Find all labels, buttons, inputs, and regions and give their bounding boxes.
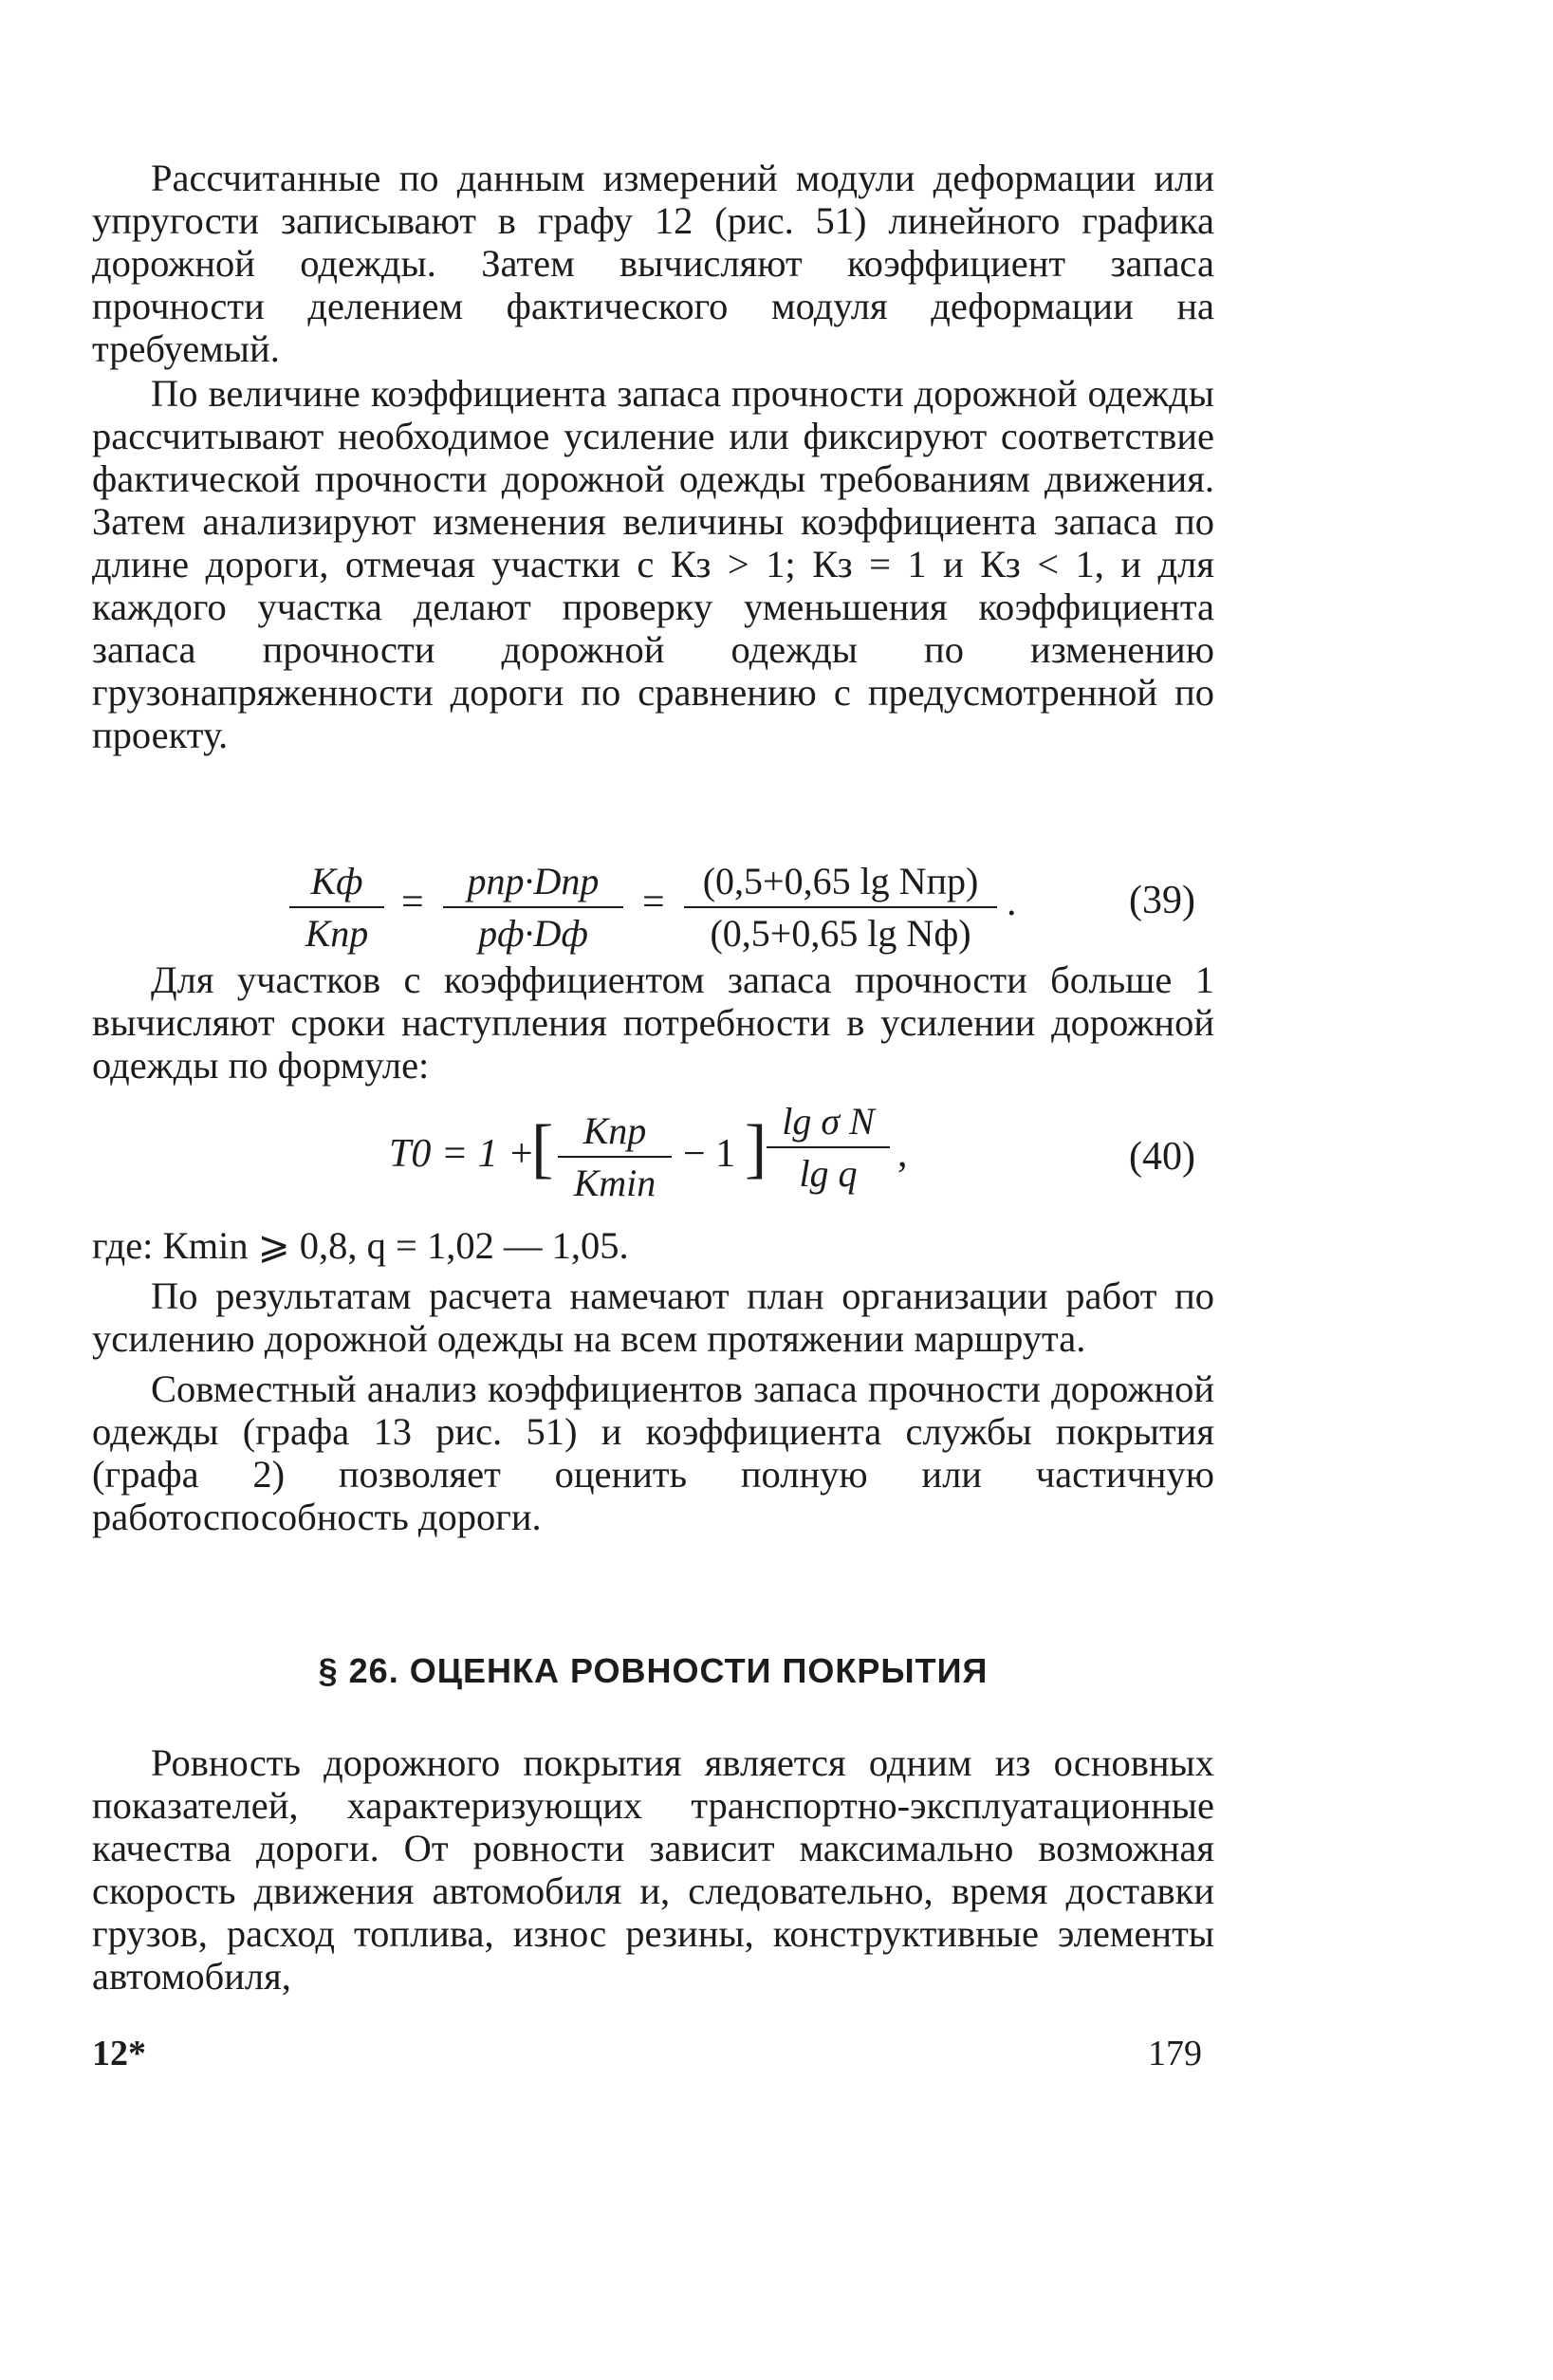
text-block-bottom [92,1741,1214,1998]
formula-40-outer-fraction [767,1099,890,1196]
formula-40-outer-numerator: lg σ N [782,1100,875,1143]
formula-39-pd-denominator: pф·Dф [478,912,588,955]
period: . [1007,881,1017,924]
paragraph-4: По результатам расчета намечают план организации работ по усилению дорожной одежды на всем протяжении маршрута. [92,1274,1214,1360]
formula-40-inner-fraction [558,1108,672,1205]
paragraph-3: Для участков с коэффициентом запаса прочности больше 1 вычисляют сроки наступления потребности в усилении дорожной одежды по формуле: [92,958,1214,1087]
formula-39-fraction-pd [443,859,623,956]
equation-number-40: (40) [1129,1135,1195,1179]
formula-40-outer-denominator: lg q [799,1152,858,1195]
equals-sign: = [642,881,665,924]
formula-40-minus-one: − 1 [683,1132,736,1176]
right-bracket: ] [745,1112,767,1185]
formula-39-pd-numerator: pпр·Dпр [467,860,600,902]
paragraph-6: Ровность дорожного покрытия является одним из основных показателей, характеризующих транспортно-эксплуатационные качества дороги. От ровности зависит максимально возможная скорость движения автомобиля и, следовательно, время доставки грузов, расход топлива, износ резины, конструктивные элементы автомобиля, [92,1741,1214,1998]
left-bracket: [ [531,1112,554,1185]
paragraph-5: Совместный анализ коэффициентов запаса прочности дорожной одежды (графа 13 рис. 51) и коэффициента службы покрытия (графа 2) позволяет оценить полную или частичную работоспособность дороги. [92,1367,1214,1538]
formula-39-fraction-k [289,859,384,956]
equals-sign: = [401,881,424,924]
signature-mark: 12* [92,2034,146,2073]
formula-39-lg-numerator: (0,5+0,65 lg Nпр) [702,860,979,902]
formula-39-k-denominator: Кпр [305,912,369,955]
formula-40-inner-numerator: Кпр [582,1109,647,1152]
paragraph-2: По величине коэффициента запаса прочности дорожной одежды рассчитывают необходимое усиление или фиксируют соответствие фактической прочности дорожной одежды требованиям движения. Затем анализируют изменения величины коэффициента запаса по длине дороги, отмечая участки с Кз > 1; Кз = 1 и Кз < 1, и для каждого участка делают проверку уменьшения коэффициента запаса прочности дорожной одежды по изменению грузонапряженности дороги по сравнению с предусмотренной по проекту. [92,372,1214,756]
text-block-middle [92,958,1214,1087]
text-block-top [92,157,1214,756]
comma: , [897,1132,908,1176]
page-number: 179 [1148,2034,1202,2073]
paragraph-1: Рассчитанные по данным измерений модули деформации или упругости записывают в графу 12 (рис. 51) линейного графика дорожной одежды. Затем вычисляют коэффициент запаса прочности делением фактического модуля деформации на требуемый. [92,157,1214,370]
section-heading: § 26. ОЦЕНКА РОВНОСТИ ПОКРЫТИЯ [318,1651,989,1690]
formula-conditions: где: Кmin ⩾ 0,8, q = 1,02 — 1,05. [92,1224,629,1267]
equation-number-39: (39) [1129,879,1195,922]
text-block-lower [92,1224,1214,1538]
formula-39-k-numerator: Кф [310,860,363,902]
formula-40-inner-denominator: Кmin [573,1162,656,1204]
formula-40-lhs: T0 = 1 + [389,1132,535,1176]
formula-39-lg-denominator: (0,5+0,65 lg Nф) [710,912,971,955]
formula-39-fraction-lg [684,859,997,956]
